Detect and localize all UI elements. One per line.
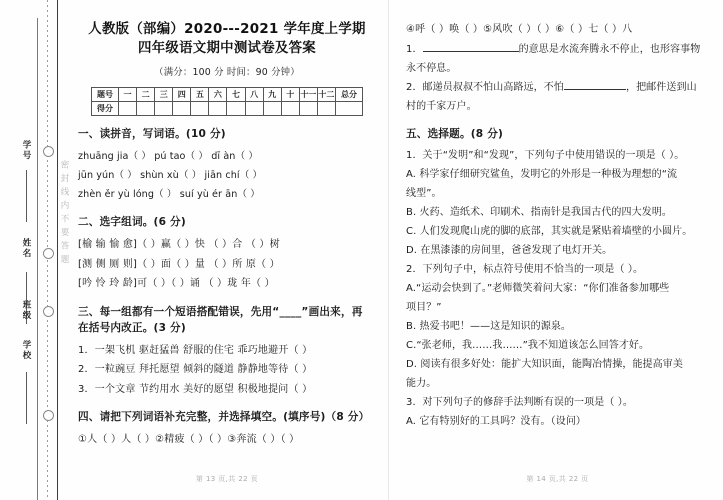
question-option[interactable]: A. 它有特别好的工具吗？没有。（设问） — [406, 416, 587, 428]
word-choice-row: [测 侧 厕 则]（ ）面（ ）量 （ ）所 原（ ） — [78, 258, 280, 270]
score-cell[interactable] — [317, 101, 335, 115]
score-cell[interactable] — [281, 101, 299, 115]
phrase-item: 3．一个文章 节约用水 美好的愿望 积极地提问（ ） — [78, 383, 313, 395]
question-option[interactable]: D. 阅读有很多好处：能扩大知识面，能陶冶情操，能提高审美 — [406, 359, 683, 371]
question-option-cont: 项目？” — [406, 302, 442, 314]
score-table-col-header-total: 总分 — [336, 87, 363, 101]
seal-segment — [26, 372, 27, 424]
page-left — [64, 0, 390, 500]
seal-circle — [43, 306, 54, 317]
question-option[interactable]: B. 热爱书吧！——这是知识的源泉。 — [406, 321, 572, 333]
page-title-line1: 人教版（部编）2020---2021 学年度上学期 — [88, 22, 366, 37]
section-1-heading: 一、读拼音，写词语。(10 分) — [78, 127, 226, 140]
seal-label-name: 姓名 — [21, 238, 31, 259]
seal-label-student-id: 学号 — [21, 140, 31, 161]
seal-segment — [26, 170, 27, 222]
score-table-col-header: 九 — [263, 87, 281, 101]
seal-circle — [43, 248, 54, 259]
seal-rule-inner — [37, 18, 38, 500]
pinyin-row: zhuāng jia（ ） pú tao（ ） dī àn（ ） — [78, 150, 259, 162]
seal-circle — [43, 146, 54, 157]
question-stem: 2．下列句子中，标点符号使用不恰当的一项是（ ）。 — [406, 264, 644, 276]
question-option[interactable]: C.“张老师，我……我……”我不知道该怎么回答才好。 — [406, 340, 650, 352]
question-option[interactable]: A.“运动会快到了。”老师微笑着问大家：“你们准备参加哪些 — [406, 283, 670, 295]
score-table-col-header: 三 — [155, 87, 173, 101]
fill-item-1-prefix: 1． — [406, 43, 423, 55]
question-option[interactable]: D. 在黑漆漆的房间里，爸爸发现了电灯开关。 — [406, 245, 613, 257]
score-cell[interactable] — [137, 101, 155, 115]
question-option[interactable]: C. 人们发现爬山虎的脚的底部，其实就是紧贴着墙壁的小圆片。 — [406, 226, 693, 238]
seal-label-class: 班级 — [21, 300, 31, 321]
score-table-col-header: 一 — [119, 87, 137, 101]
question-stem: 3．对下列句子的修辞手法判断有误的一项是（ ）。 — [406, 397, 633, 409]
seal-warning-text: 密封线内不要答题 — [59, 160, 69, 268]
score-cell[interactable] — [173, 101, 191, 115]
fill-item-2-line1 — [406, 78, 709, 97]
seal-circle — [43, 410, 54, 421]
section-3-heading-line1: 三、每一组都有一个短语搭配错误，先用“____”画出来，再 — [78, 305, 363, 318]
score-cell[interactable] — [227, 101, 245, 115]
score-cell[interactable] — [155, 101, 173, 115]
seal-label-school: 学校 — [21, 340, 31, 361]
table-row-scores — [92, 101, 363, 115]
score-table-col-header: 四 — [173, 87, 191, 101]
question-option[interactable]: B. 火药、造纸术、印刷术、指南针是我国古代的四大发明。 — [406, 207, 673, 219]
phrase-item: 2．一粒豌豆 拜托愿望 倾斜的隧道 静静地等待（ ） — [78, 364, 313, 375]
idiom-fill-row-continued: ④呼（ ）唤（ ）⑤风吹（ ）（ ）⑥（ ）七（ ）八 — [406, 24, 633, 35]
score-table-col-header: 二 — [137, 87, 155, 101]
fill-item-1-suffix: 的意思是水流奔腾永不停止，也形容事物 — [518, 43, 701, 55]
score-cell[interactable] — [263, 101, 281, 115]
page-right — [392, 0, 723, 500]
question-stem: 1．关于“发明”和“发现”，下列句子中使用错误的一项是（ ）。 — [406, 150, 685, 162]
score-table-col-header: 六 — [209, 87, 227, 101]
answer-blank[interactable] — [564, 89, 626, 90]
score-table-col-header: 八 — [245, 87, 263, 101]
phrase-item: 1．一架飞机 驱赶猛兽 舒服的住宅 乖巧地避开（ ） — [78, 344, 313, 356]
score-table-col-header: 五 — [191, 87, 209, 101]
idiom-fill-row: ①人（ ）人（ ）②精疲（ ）（ ）③奔流（ ）（ ） — [78, 433, 300, 445]
score-table-row-label: 得分 — [92, 101, 119, 115]
word-choice-row: [吟 怜 玲 龄]可（ ）（ ）诵 （ ）珑 年（ ） — [78, 278, 275, 290]
score-cell[interactable] — [209, 101, 227, 115]
pinyin-row: jūn yún（ ） shùn xù（ ） jiān chí（ ） — [78, 169, 263, 181]
score-table-col-header: 十二 — [317, 87, 335, 101]
score-table — [91, 87, 363, 116]
answer-blank[interactable] — [423, 51, 519, 52]
table-row-question-numbers — [92, 87, 363, 101]
word-choice-row: [榆 输 愉 愈]（ ）赢（ ）快 （ ）合 （ ）树 — [78, 239, 280, 251]
question-option-cont: 能力。 — [406, 378, 437, 390]
score-cell[interactable] — [191, 101, 209, 115]
page-title-line2: 四年级语文期中测试卷及答案 — [138, 41, 316, 57]
pinyin-row: zhèn ěr yù lóng（ ） suí yù ér ān（ ） — [78, 189, 260, 201]
score-cell[interactable] — [245, 101, 263, 115]
page-footer-right: 第 14 页,共 22 页 — [526, 475, 589, 483]
question-option-cont: 线型”。 — [406, 188, 442, 200]
score-cell[interactable] — [119, 101, 137, 115]
score-table-col-header: 十一 — [299, 87, 317, 101]
section-4-heading: 四、请把下列词语补充完整，并选择填空。(填序号)（8 分） — [78, 411, 370, 423]
question-option[interactable]: A. 科学家仔细研究鲨鱼，发明它的外形是一种极为理想的“流 — [406, 169, 678, 181]
section-5-heading: 五、选择题。(8 分) — [406, 127, 504, 140]
score-table-col-header: 七 — [227, 87, 245, 101]
seal-margin — [0, 0, 69, 500]
exam-subtitle: （满分：100 分 时间：90 分钟） — [154, 66, 300, 78]
score-table-col-header: 十 — [281, 87, 299, 101]
fill-item-1-line2: 永不停息。 — [406, 62, 457, 74]
score-cell-total[interactable] — [336, 101, 363, 115]
section-3-heading-line2: 在括号内改正。(3 分) — [78, 321, 186, 334]
score-cell[interactable] — [299, 101, 317, 115]
fill-item-2-prefix: 2．邮递员叔叔不怕山高路远，不怕 — [406, 81, 564, 93]
fill-item-1-line1 — [406, 40, 709, 59]
section-2-heading: 二、选字组词。(6 分) — [78, 216, 186, 229]
page-footer-left: 第 13 页,共 22 页 — [195, 475, 259, 483]
fill-item-2-suffix: ，把邮件送到山 — [625, 81, 697, 93]
fill-item-2-line2: 村的千家万户。 — [406, 100, 477, 112]
score-table-row-label: 题号 — [92, 87, 119, 101]
